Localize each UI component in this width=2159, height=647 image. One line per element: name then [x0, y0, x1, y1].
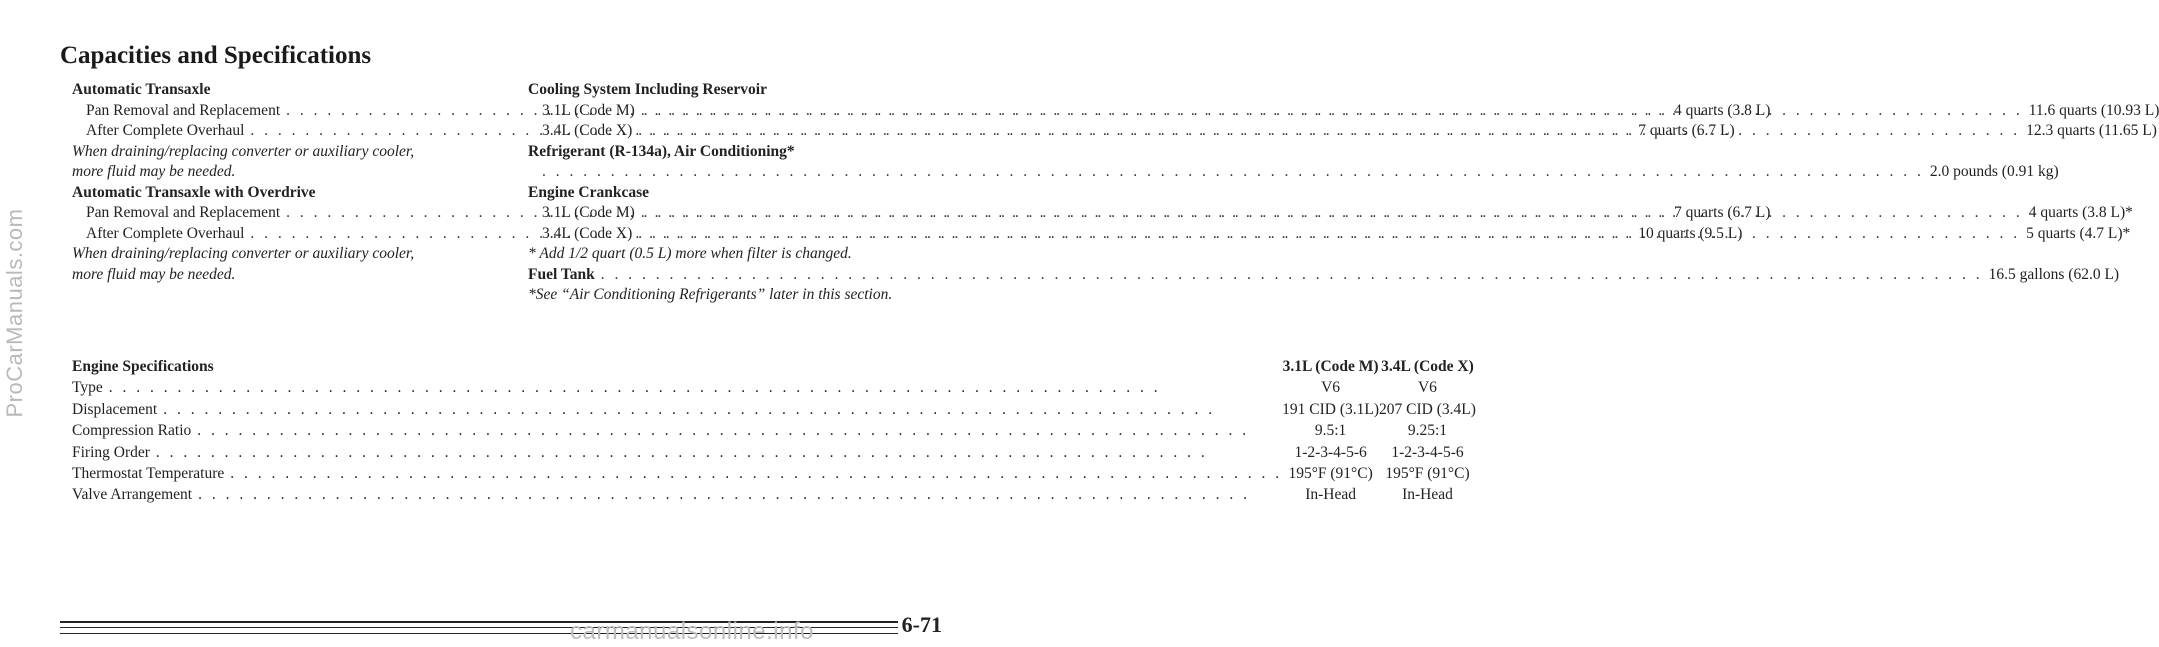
table-cell: 191 CID (3.1L) [1282, 400, 1380, 418]
spec-label: Compression Ratio [72, 422, 192, 440]
spec-label: Pan Removal and Replacement [86, 101, 281, 119]
table-header: 3.1L (Code M) [1282, 358, 1379, 375]
dot-leader [638, 121, 2020, 142]
spec-value: 2.0 pounds (0.91 kg) [1929, 163, 2059, 180]
dot-leader [156, 442, 1282, 463]
table-cell: 9.5:1 [1314, 422, 1347, 440]
table-cell: V6 [1417, 379, 1437, 397]
spec-value: 10 quarts (9.5 L) [1638, 224, 1743, 242]
section-heading-crankcase: Engine Crankcase [528, 183, 649, 201]
spec-value: 7 quarts (6.7 L) [1674, 204, 1771, 221]
table-cell [72, 377, 1282, 398]
table-row [72, 399, 1476, 420]
spec-label: After Complete Overhaul [86, 224, 245, 242]
spec-value: 4 quarts (3.8 L) [1674, 101, 1771, 119]
table-cell [72, 442, 1282, 463]
spec-value: 4 quarts (3.8 L)* [2028, 204, 2133, 221]
dot-leader [601, 265, 1983, 286]
spec-label: Displacement [72, 400, 158, 418]
table-header: Engine Specifications [72, 358, 214, 375]
table-header-row [72, 356, 1476, 377]
table-row [72, 420, 1476, 441]
spec-value: 12.3 quarts (11.65 L) [2026, 122, 2157, 139]
page-title: Capacities and Specifications [60, 42, 372, 69]
table-cell [72, 420, 1282, 441]
spec-label: Thermostat Temperature [72, 465, 225, 483]
page-number: 6-71 [901, 612, 942, 637]
engine-specs-table [72, 356, 1476, 506]
table-cell: 9.25:1 [1407, 422, 1448, 440]
table-cell: 195°F (91°C) [1288, 465, 1373, 483]
dot-leader [109, 377, 1282, 398]
dot-leader [198, 484, 1282, 505]
table-cell: 195°F (91°C) [1385, 465, 1470, 483]
note-line: more fluid may be needed. [72, 265, 236, 283]
table-row [72, 484, 1476, 505]
table-row [72, 463, 1476, 484]
spec-label: Firing Order [72, 443, 150, 461]
note-line: more fluid may be needed. [72, 163, 236, 180]
table-cell [72, 463, 1282, 484]
note-line: * Add 1/2 quart (0.5 L) more when filter is changed. [528, 245, 852, 262]
spec-label: Type [72, 379, 103, 397]
dot-leader [641, 203, 2023, 224]
spec-value: 16.5 gallons (62.0 L) [1988, 265, 2120, 283]
section-heading-cooling: Cooling System Including Reservoir [528, 81, 767, 98]
note-line: When draining/replacing converter or auxiliary cooler, [72, 142, 415, 160]
watermark-bottom: carmanualsonline.info [570, 618, 814, 645]
spec-value: 7 quarts (6.7 L) [1638, 122, 1735, 139]
dot-leader [638, 224, 2020, 245]
footnote: *See “Air Conditioning Refrigerants” later in this section. [528, 286, 893, 303]
dot-leader [230, 463, 1282, 484]
dot-leader [197, 420, 1282, 441]
table-cell: V6 [1321, 379, 1341, 397]
table-cell: 207 CID (3.4L) [1379, 400, 1476, 418]
spec-row [528, 162, 2059, 183]
table-header: 3.4L (Code X) [1381, 358, 1474, 375]
dot-leader [163, 399, 1282, 420]
spec-label: Pan Removal and Replacement [86, 204, 281, 221]
table-cell: 1-2-3-4-5-6 [1294, 443, 1367, 461]
spec-label: After Complete Overhaul [86, 122, 245, 139]
spec-label: 3.1L (Code M) [542, 101, 635, 119]
spec-value: 5 quarts (4.7 L)* [2026, 224, 2131, 242]
spec-label: Fuel Tank [528, 265, 595, 283]
dot-leader [542, 162, 1924, 183]
spec-label: 3.4L (Code X) [542, 122, 633, 139]
watermark-left: ProCarManuals.com [2, 208, 27, 418]
section-heading-refrigerant: Refrigerant (R-134a), Air Conditioning* [528, 142, 795, 160]
table-cell: 1-2-3-4-5-6 [1391, 443, 1464, 461]
note-line: When draining/replacing converter or auxiliary cooler, [72, 245, 415, 262]
spec-label: 3.1L (Code M) [542, 204, 635, 221]
table-cell: In-Head [1402, 486, 1453, 504]
section-heading-transaxle-overdrive: Automatic Transaxle with Overdrive [72, 183, 316, 201]
section-heading-transaxle: Automatic Transaxle [72, 81, 211, 98]
spec-value: 11.6 quarts (10.93 L) [2028, 101, 2159, 119]
table-cell: In-Head [1305, 486, 1356, 504]
table-cell [72, 399, 1282, 420]
spec-label: 3.4L (Code X) [542, 224, 633, 242]
table-row [72, 442, 1476, 463]
table-cell [72, 484, 1282, 505]
table-row [72, 377, 1476, 398]
spec-label: Valve Arrangement [72, 486, 193, 504]
spec-row-fuel-tank [528, 265, 2120, 286]
dot-leader [641, 101, 2023, 122]
